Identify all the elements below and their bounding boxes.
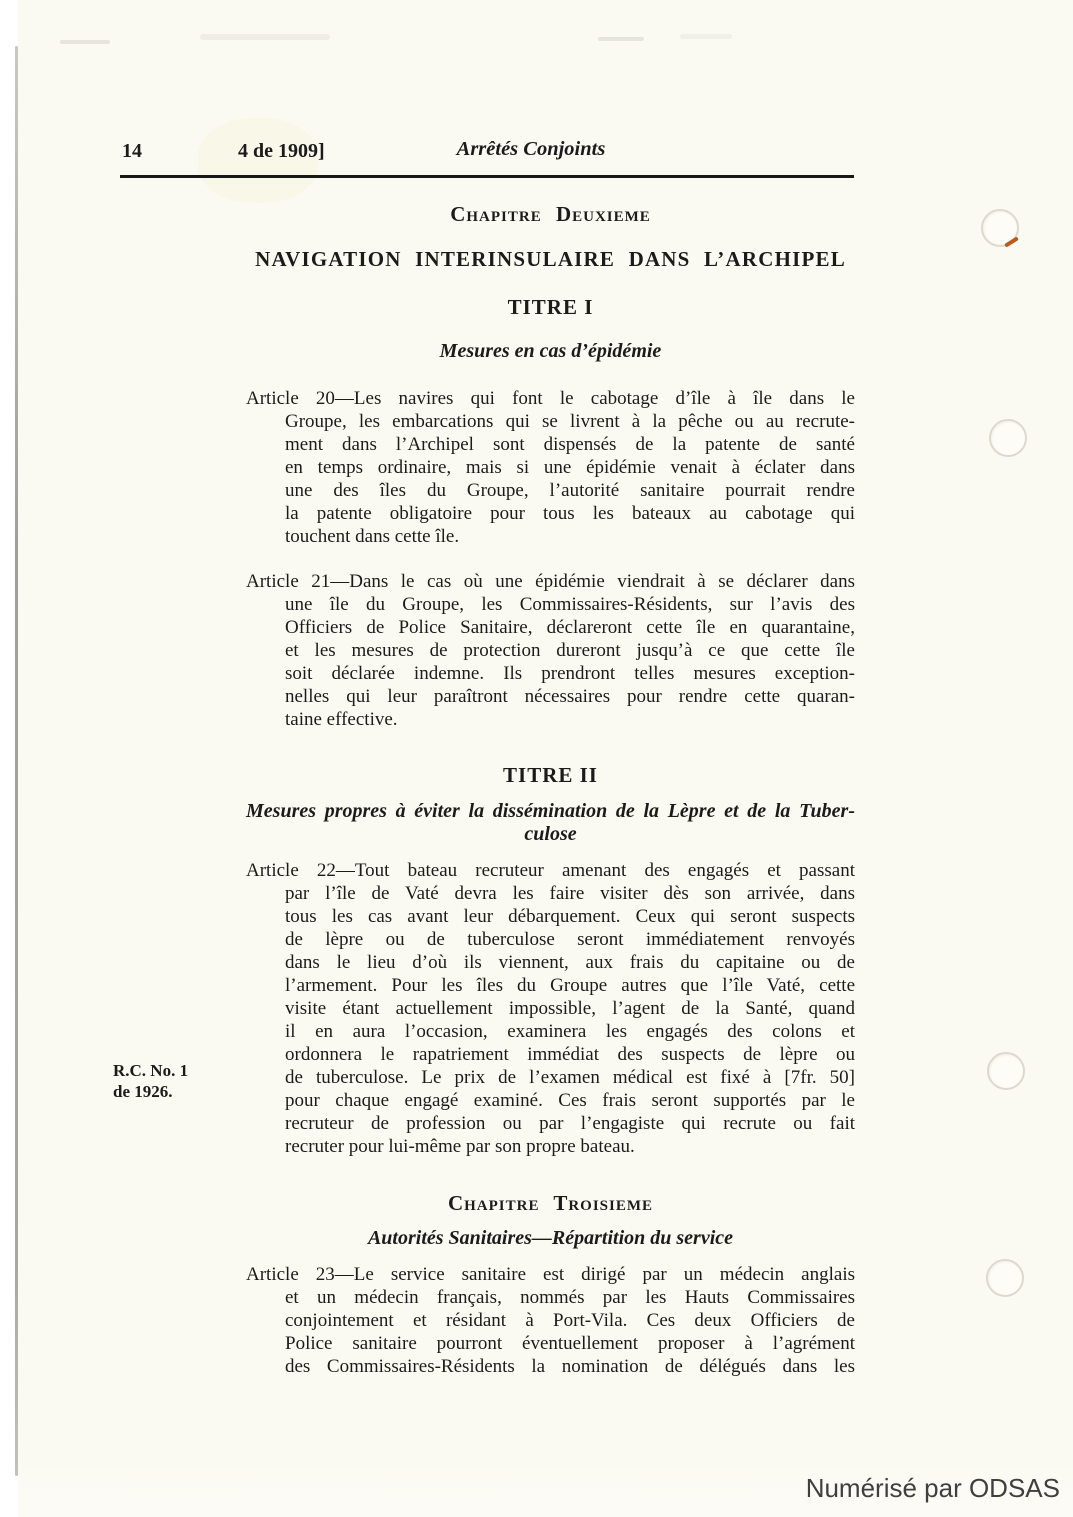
article-21-line: nelles qui leur paraîtront nécessaires pour rendre cette quaran- [285, 686, 855, 707]
scan-artifact-streak [680, 34, 732, 39]
chapter-heading-troisieme: Chapitre Troisieme [447, 1191, 654, 1215]
article-22-line: il en aura l’occasion, examinera les engagés des colons et [285, 1021, 855, 1042]
article-22-line: l’armement. Pour les îles du Groupe autres que l’île Vaté, cette [285, 975, 855, 996]
titre-2-heading: TITRE II [503, 763, 598, 787]
article-23-line: des Commissaires-Résidents la nomination de délégués dans les [285, 1356, 855, 1377]
scan-artifact-streak [200, 34, 330, 40]
article-21 [246, 570, 855, 731]
titre-1-heading: TITRE I [507, 295, 594, 319]
article-23-line: et un médecin français, nommés par les Hauts Commissaires [285, 1287, 855, 1308]
article-22-line: Article 22—Tout bateau recruteur amenant des engagés et passant [246, 860, 855, 881]
article-20-line: ment dans l’Archipel sont dispensés de la patente de santé [285, 434, 855, 455]
article-22-line: pour chaque engagé examiné. Ces frais seront supportés par le [285, 1090, 855, 1111]
article-20-line: la patente obligatoire pour tous les bateaux au cabotage qui [285, 503, 855, 524]
article-20-line: Groupe, les embarcations qui se livrent à la pêche ou au recrute- [285, 411, 855, 432]
article-20-line: touchent dans cette île. [285, 526, 460, 547]
punch-hole [989, 419, 1027, 457]
scan-credit: Numérisé par ODSAS [805, 1473, 1060, 1503]
margin-note-line: de 1926. [113, 1082, 173, 1101]
article-20-line: une des îles du Groupe, l’autorité sanitaire pourrait rendre [285, 480, 855, 501]
titre-1-subtitle: Mesures en cas d’épidémie [439, 340, 662, 362]
article-21-line: Article 21—Dans le cas où une épidémie viendrait à se déclarer dans [246, 571, 855, 592]
article-22 [246, 859, 855, 1158]
article-22-line: recruteur de profession ou par l’engagiste qui recrute ou fait [285, 1113, 855, 1134]
article-22-line: recruter pour lui-même par son propre bateau. [285, 1136, 635, 1157]
article-21-line: une île du Groupe, les Commissaires-Résidents, sur l’avis des [285, 594, 855, 615]
edition-reference: 4 de 1909] [238, 140, 325, 162]
margin-note-rc [113, 1060, 188, 1102]
page-number: 14 [122, 140, 142, 162]
punch-hole [987, 1052, 1025, 1090]
article-22-line: ordonnera le rapatriement immédiat des suspects de lèpre ou [285, 1044, 855, 1065]
article-22-line: de lèpre ou de tuberculose seront immédiatement renvoyés [285, 929, 855, 950]
running-title: Arrêtés Conjoints [456, 138, 606, 160]
scan-artifact-streak [598, 37, 644, 41]
article-22-line: par l’île de Vaté devra les faire visiter dès son arrivée, dans [285, 883, 855, 904]
article-20 [246, 387, 855, 548]
header-rule [120, 175, 854, 178]
margin-note-line: R.C. No. 1 [113, 1061, 189, 1080]
article-22-line: tous les cas avant leur débarquement. Ceux qui seront suspects [285, 906, 855, 927]
article-23-line: Article 23—Le service sanitaire est dirigé par un médecin anglais [246, 1264, 855, 1285]
article-21-line: et les mesures de protection dureront jusqu’à ce que cette île [285, 640, 855, 661]
titre-2-subtitle-line: Mesures propres à éviter la dissémination de la Lèpre et de la Tuber- [246, 800, 855, 822]
chapter-title-navigation: NAVIGATION INTERINSULAIRE DANS L’ARCHIPEL [255, 247, 846, 271]
scan-artifact-streak [60, 40, 110, 44]
article-21-line: soit déclarée indemne. Ils prendront telles mesures exception- [285, 663, 855, 684]
article-23-line: conjointement et résidant à Port-Vila. Ces deux Officiers de [285, 1310, 855, 1331]
article-20-line: en temps ordinaire, mais si une épidémie venait à éclater dans [285, 457, 855, 478]
punch-hole [986, 1259, 1024, 1297]
article-23 [246, 1263, 855, 1378]
article-22-line: de tuberculose. Le prix de l’examen médical est fixé à [7fr. 50] [285, 1067, 855, 1088]
article-21-line: taine effective. [285, 709, 398, 730]
article-22-line: dans le lieu d’où ils viennent, aux frais du capitaine ou de [285, 952, 855, 973]
article-21-line: Officiers de Police Sanitaire, déclareront cette île en quarantaine, [285, 617, 855, 638]
article-22-line: visite étant actuellement impossible, l’agent de la Santé, quand [285, 998, 855, 1019]
article-20-line: Article 20—Les navires qui font le cabotage d’île à île dans le [246, 388, 855, 409]
titre-2-subtitle [246, 800, 855, 846]
titre-2-subtitle-line: culose [524, 823, 577, 845]
chapter-heading-deuxieme: Chapitre Deuxieme [450, 202, 651, 226]
chapter-3-subtitle: Autorités Sanitaires—Répartition du service [367, 1227, 734, 1249]
page-left-edge-line [15, 46, 18, 1476]
article-23-line: Police sanitaire pourront éventuellement proposer à l’agrément [285, 1333, 855, 1354]
